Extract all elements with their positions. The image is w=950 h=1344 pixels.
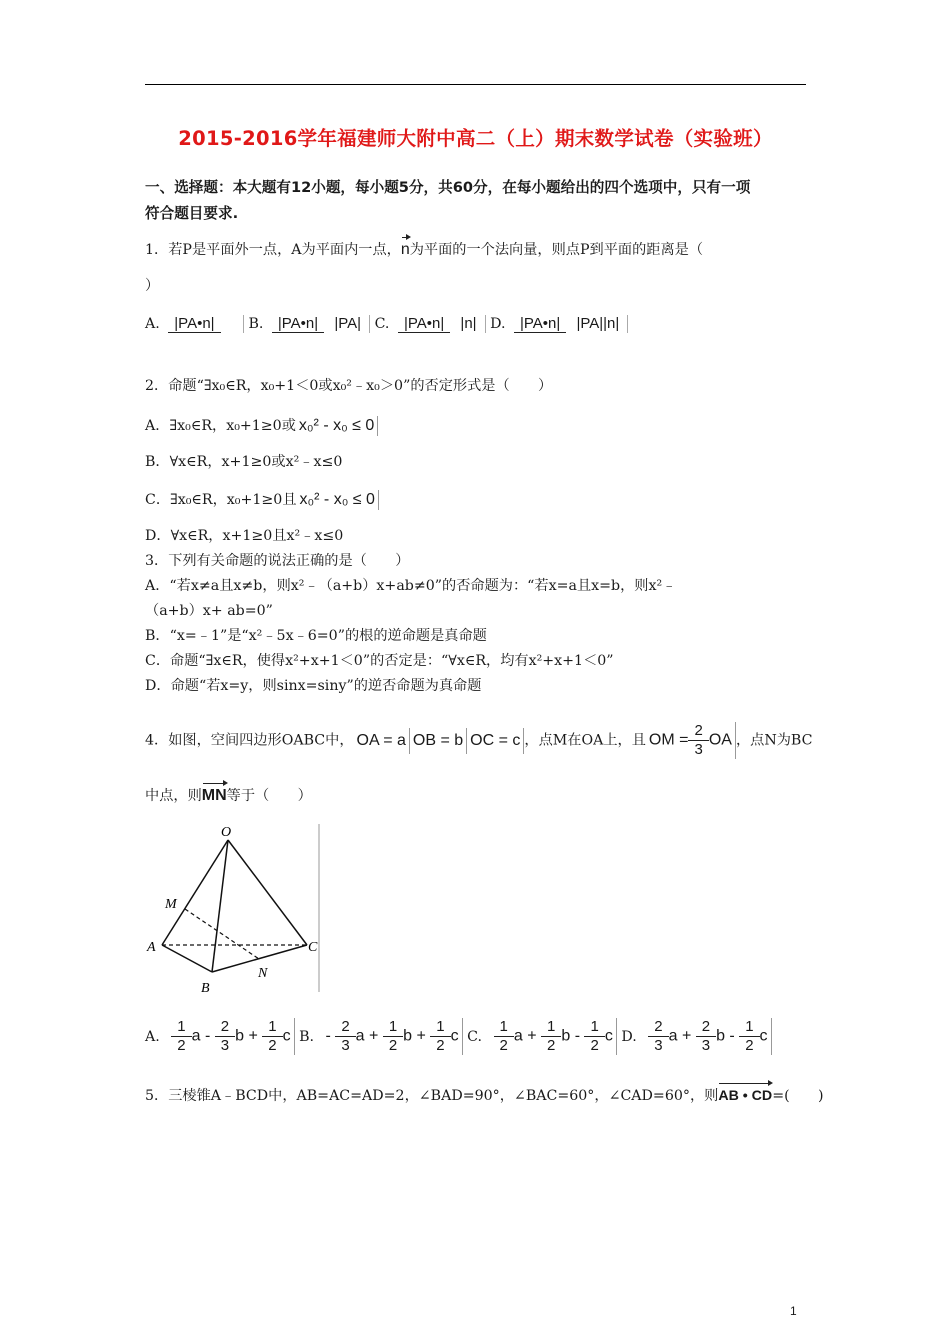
label-m: M [165,897,177,912]
q3-stem: 3．下列有关命题的说法正确的是（ ） [145,553,410,569]
label-n: N [258,966,268,981]
vector-ob: OB = b [410,728,467,754]
q1-stem-close: ） [145,278,160,294]
q4-option-b-formula: - $\frac{2}{3}$ a + $\frac{1}{2}$ b + $\frac{1}{2}$ c [323,1018,463,1055]
q3-option-c: C．命题“∃x∈R，使得x²+x+1＜0”的否定是：“∀x∈R，均有x²+x+1＜0” [145,653,614,669]
label-o: O [221,825,232,840]
label-b: B [201,981,210,996]
normal-vector-n: n [400,241,410,258]
edge-oc [228,840,307,945]
tetrahedron-figure [145,822,325,997]
label-a: A [147,940,156,955]
vector-mn: MN [201,787,227,804]
q1-option-d-formula: |PA•n| |PA||n| [514,315,628,333]
q1-option-b-formula: |PA•n| |PA| [272,315,370,333]
page-title: 2015-2016学年福建师大附中高二（上）期末数学试卷（实验班） [178,127,773,150]
q1-option-d-label: D. [490,316,506,332]
section-instructions-line2: 符合题目要求. [145,205,239,222]
q2-option-c: C．∃x₀∈R，x₀+1≥0且 x₀² - x₀ ≤ 0 [145,490,379,510]
q4-option-a-label: A. [145,1028,160,1045]
vector-ab-dot-cd: AB • CD [718,1088,773,1104]
q1-option-c-formula: |PA•n| |n| [398,315,486,333]
q2-option-a-formula: x₀² - x₀ ≤ 0 [296,416,378,436]
q4-stem-line1: 4．如图，空间四边形OABC中， OA = a OB = b OC = c ，点M在OA上，且 OM = $\frac{2}{3}$ OA ，点N为BC [145,722,813,758]
q1-options [145,315,628,333]
q1-option-a-formula: |PA•n| [168,315,244,333]
q4-stem-line2: 中点，则MN等于（ ） [145,787,312,804]
q2-option-a: A．∃x₀∈R，x₀+1≥0或 x₀² - x₀ ≤ 0 [145,416,378,436]
q3-option-b: B．“x=﹣1”是“x²﹣5x﹣6=0”的根的逆命题是真命题 [145,628,487,644]
vector-oc: OC = c [467,728,524,754]
q1-option-b-label: B. [248,316,264,332]
q1-option-c-label: C. [374,316,390,332]
header-rule [145,84,806,85]
q3-option-a-line1: A．“若x≠a且x≠b，则x²﹣（a+b）x+ab≠0”的否命题为：“若x=a且x=b，则x²﹣ [145,578,677,594]
q4-option-a-formula: $\frac{1}{2}$ a - $\frac{2}{3}$ b + $\frac{1}{2}$ c [168,1018,294,1055]
q4-option-c-formula: $\frac{1}{2}$ a + $\frac{1}{2}$ b - $\frac{1}{2}$ c [491,1018,617,1055]
vector-om-formula: OM = $\frac{2}{3}$ OA [646,722,736,759]
edge-oa [162,840,228,945]
edge-ab [162,945,212,972]
q4-option-b-label: B. [299,1028,315,1045]
label-c: C [308,940,318,955]
q3-option-d: D．命题“若x=y，则sinx=siny”的逆否命题为真命题 [145,678,482,694]
section-instructions-line1: 一、选择题：本大题有12小题，每小题5分，共60分，在每小题给出的四个选项中，只有一项 [145,179,751,196]
q1-stem: 1．若P是平面外一点，A为平面内一点，n为平面的一个法向量，则点P到平面的距离是（ [145,241,704,258]
q1-option-a-label: A. [145,316,160,332]
q2-stem: 2．命题“∃x₀∈R，x₀+1＜0或x₀²﹣x₀＞0”的否定形式是（ ） [145,378,553,394]
q4-options [145,1018,772,1055]
q4-option-d-formula: $\frac{2}{3}$ a + $\frac{2}{3}$ b - $\frac{1}{2}$ c [645,1018,771,1055]
q4-option-c-label: C. [467,1028,483,1045]
vector-oa: OA = a [354,728,410,754]
edge-ob [212,840,228,972]
q5-stem: 5．三棱锥A﹣BCD中，AB=AC=AD=2，∠BAD=90°，∠BAC=60°，∠CAD=60°，则AB • CD=( ) [145,1088,824,1104]
q2-option-b: B．∀x∈R，x+1≥0或x²﹣x≤0 [145,454,343,470]
page-number: 1 [790,1304,797,1318]
q2-option-d: D．∀x∈R，x+1≥0且x²﹣x≤0 [145,528,344,544]
q2-option-c-formula: x₀² - x₀ ≤ 0 [297,490,379,510]
q3-option-a-line2: （a+b）x+ ab=0” [145,603,273,619]
q4-option-d-label: D. [621,1028,637,1045]
segment-mn [185,909,259,959]
